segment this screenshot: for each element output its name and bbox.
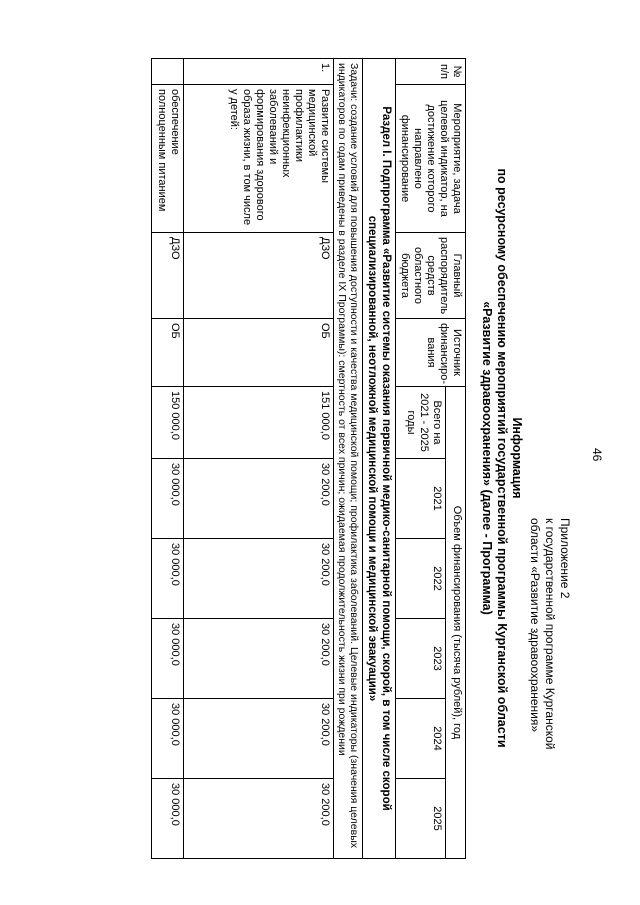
appendix-block — [527, 518, 572, 848]
header-source: Источник финансиро-вания — [396, 319, 466, 387]
page-number: 46 — [590, 448, 604, 462]
row-2025: 30 000,0 — [152, 779, 184, 859]
row-2021: 30 000,0 — [152, 459, 184, 539]
header-num: № п/п — [396, 59, 466, 85]
section-title: Раздел I. Подпрограмма «Развитие системы оказания первичной медико-санитарной помощи, скорой, в том числе скорой специализированной, неотложной медицинской помощи и медицинской эвакуации» — [363, 59, 396, 859]
resource-table — [151, 58, 466, 859]
header-year-2025: 2025 — [396, 779, 446, 859]
row-2022: 30 200,0 — [184, 539, 334, 619]
title-line-1: Информация — [510, 417, 524, 499]
table-row — [152, 59, 184, 859]
row-2025: 30 200,0 — [184, 779, 334, 859]
title-line-2: по ресурсному обеспечению мероприятий государственной программы Курганской области — [495, 168, 509, 748]
row-manager: ДЗО — [184, 233, 334, 319]
row-source: ОБ — [184, 319, 334, 387]
row-source: ОБ — [152, 319, 184, 387]
row-total: 150 000,0 — [152, 387, 184, 459]
header-year-2023: 2023 — [396, 619, 446, 699]
header-row-1 — [445, 59, 465, 859]
row-2022: 30 000,0 — [152, 539, 184, 619]
table-row — [184, 59, 334, 859]
task-row — [334, 59, 363, 859]
document-title — [479, 108, 524, 808]
row-2024: 30 000,0 — [152, 699, 184, 779]
rotated-page — [34, 48, 606, 866]
title-line-3: «Развитие здравоохранения» (далее - Программа) — [480, 301, 494, 615]
appendix-line-3: области «Развитие здравоохранения» — [528, 518, 542, 733]
row-event: Развитие системы медицинской профилактики неинфекционных заболеваний и формирования здорового образа жизни, в том числе у детей: — [184, 85, 334, 233]
appendix-line-2: к государственной программе Курганской — [543, 518, 557, 750]
row-manager: ДЗО — [152, 233, 184, 319]
row-num — [152, 59, 184, 85]
row-2023: 30 200,0 — [184, 619, 334, 699]
row-2024: 30 200,0 — [184, 699, 334, 779]
section-row — [363, 59, 396, 859]
appendix-line-1: Приложение 2 — [558, 518, 572, 599]
row-total: 151 000,0 — [184, 387, 334, 459]
header-year-2021: 2021 — [396, 459, 446, 539]
row-2023: 30 000,0 — [152, 619, 184, 699]
header-year-2022: 2022 — [396, 539, 446, 619]
row-2021: 30 200,0 — [184, 459, 334, 539]
header-year-2024: 2024 — [396, 699, 446, 779]
row-event: обеспечение полноценным питанием — [152, 85, 184, 233]
header-volume: Объем финансирования (тысяча рублей), год — [445, 387, 465, 859]
header-event: Мероприятие, задача целевой индикатор, на достижение которого направлено финансирование — [396, 85, 466, 233]
task-text: Задачи: создание условий для повышения доступности и качества медицинской помощи; профилактика заболеваний. Целевые индикаторы (значения целевых индикаторов по годам приведены в разделе IX Программы): смертность от всех причин; ожидаемая продолжительность жизни при рождении — [334, 59, 363, 859]
header-total: Всего на 2021 - 2025 годы — [396, 387, 446, 459]
row-num: 1. — [184, 59, 334, 85]
header-manager: Главный распорядитель средств областного бюджета — [396, 233, 466, 319]
